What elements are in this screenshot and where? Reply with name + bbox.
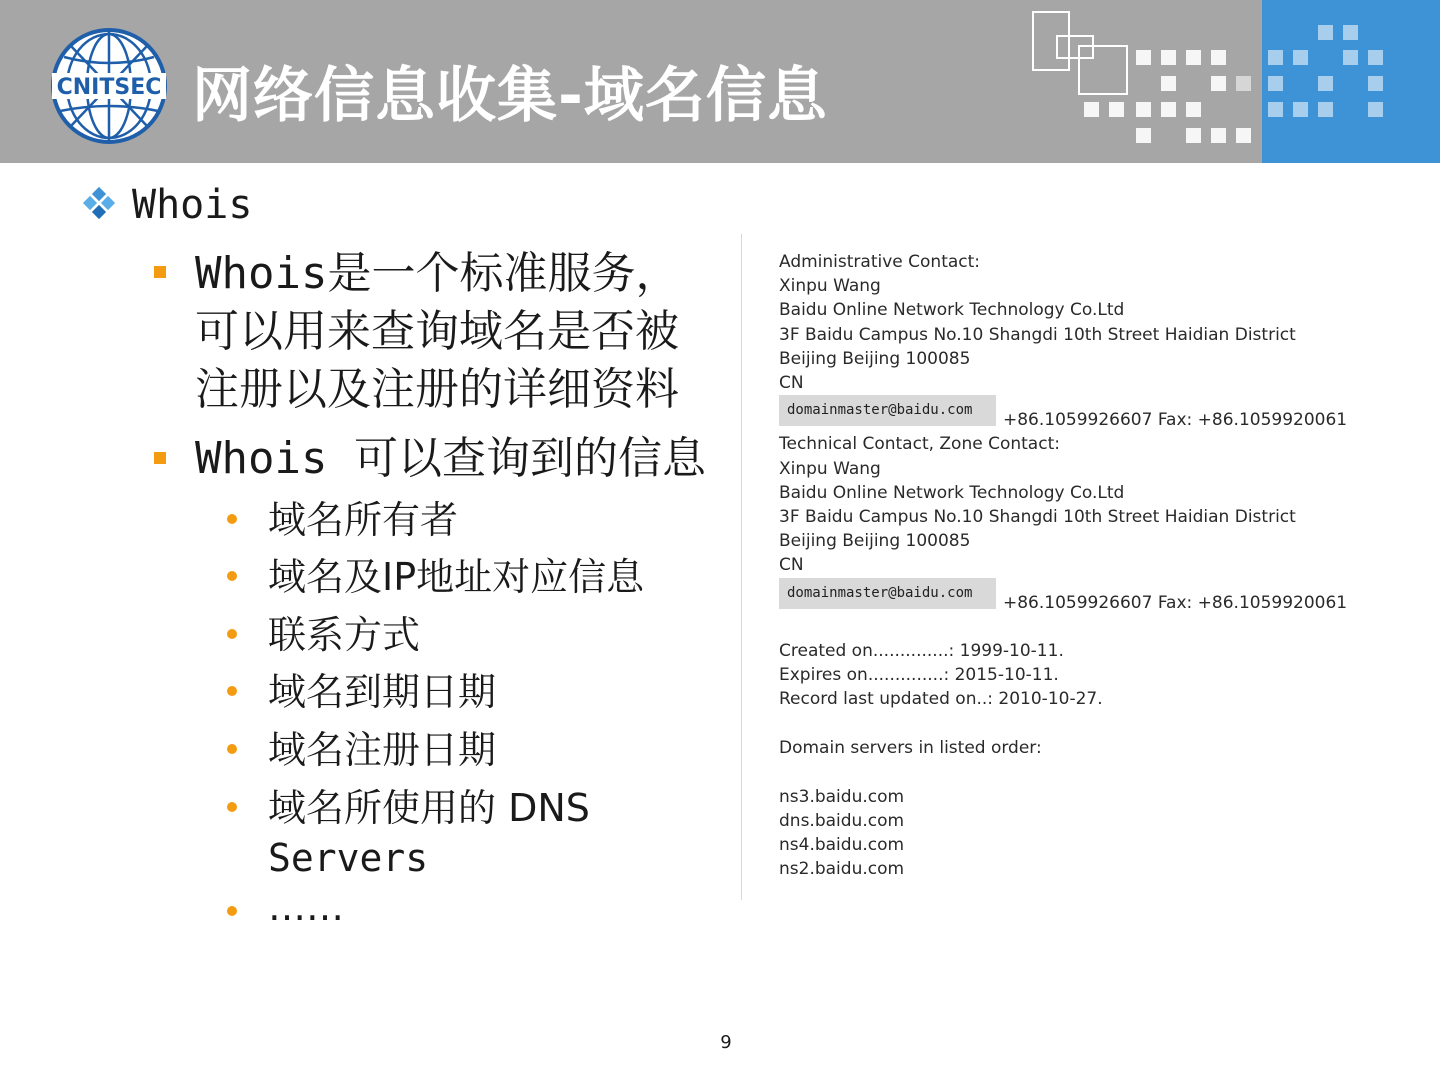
admin-contact-address: 3F Baidu Campus No.10 Shangdi 10th Street Haidian District: [779, 325, 1296, 345]
dot-bullet-icon: [227, 686, 237, 696]
cnitsec-logo: [50, 27, 168, 145]
dot-bullet-icon: [227, 514, 237, 524]
logo-text: CNITSEC: [56, 75, 162, 100]
tech-contact-email: domainmaster@baidu.com: [779, 578, 996, 609]
tech-contact-heading: Technical Contact, Zone Contact:: [779, 434, 1060, 454]
dot-bullet-icon: [227, 906, 237, 916]
admin-contact-city: Beijing Beijing 100085: [779, 349, 971, 369]
sub-bullet-item: 联系方式: [268, 613, 421, 657]
dot-bullet-icon: [227, 802, 237, 812]
domain-servers-heading: Domain servers in listed order:: [779, 738, 1042, 758]
tech-contact-phone: +86.1059926607 Fax: +86.1059920061: [1003, 593, 1348, 613]
sub-bullet-line: Servers: [268, 836, 429, 880]
domain-server: ns2.baidu.com: [779, 859, 905, 879]
diamond-bullet-icon: [82, 186, 118, 222]
updated-date: Record last updated on..: 2010-10-27.: [779, 689, 1103, 709]
page-number: 9: [720, 1032, 732, 1053]
bullet-line: 可以用来查询域名是否被: [195, 306, 679, 357]
bullet-item: [195, 430, 706, 488]
admin-contact-phone: +86.1059926607 Fax: +86.1059920061: [1003, 410, 1348, 430]
sub-bullet-line: 域名所使用的 DNS: [268, 786, 590, 830]
section-heading: Whois: [132, 182, 253, 228]
tech-contact-org: Baidu Online Network Technology Co.Ltd: [779, 483, 1125, 503]
tech-contact-address: 3F Baidu Campus No.10 Shangdi 10th Street Haidian District: [779, 507, 1296, 527]
square-bullet-icon: [154, 452, 166, 464]
sub-bullet-item: 域名所有者: [268, 498, 459, 542]
sub-bullet-item: ……: [268, 885, 344, 929]
bullet-line: 注册以及注册的详细资料: [195, 364, 679, 415]
admin-contact-name: Xinpu Wang: [779, 276, 881, 296]
tech-contact-name: Xinpu Wang: [779, 459, 881, 479]
sub-bullet-item: 域名及IP地址对应信息: [268, 555, 645, 599]
sub-bullet-item: 域名到期日期: [268, 670, 497, 714]
admin-contact-email: domainmaster@baidu.com: [779, 395, 996, 426]
slide-title: 网络信息收集-域名信息: [192, 61, 828, 131]
admin-contact-org: Baidu Online Network Technology Co.Ltd: [779, 300, 1125, 320]
expires-date: Expires on..............: 2015-10-11.: [779, 665, 1059, 685]
bullet-item: [195, 245, 679, 419]
admin-contact-heading: Administrative Contact:: [779, 252, 981, 272]
domain-server: ns4.baidu.com: [779, 835, 905, 855]
sub-bullet-item: 域名注册日期: [268, 728, 497, 772]
dot-bullet-icon: [227, 629, 237, 639]
created-date: Created on..............: 1999-10-11.: [779, 641, 1064, 661]
bullet-line: Whois 可以查询到的信息: [195, 433, 706, 484]
domain-server: dns.baidu.com: [779, 811, 905, 831]
square-bullet-icon: [154, 266, 166, 278]
column-divider: [741, 234, 742, 900]
dot-bullet-icon: [227, 571, 237, 581]
bullet-line: Whois是一个标准服务，: [195, 248, 680, 299]
tech-contact-city: Beijing Beijing 100085: [779, 531, 971, 551]
domain-server: ns3.baidu.com: [779, 787, 905, 807]
admin-contact-country: CN: [779, 373, 804, 393]
sub-bullet-item: [268, 783, 590, 883]
tech-contact-country: CN: [779, 555, 804, 575]
decorative-squares-pattern: [1030, 0, 1440, 163]
dot-bullet-icon: [227, 744, 237, 754]
